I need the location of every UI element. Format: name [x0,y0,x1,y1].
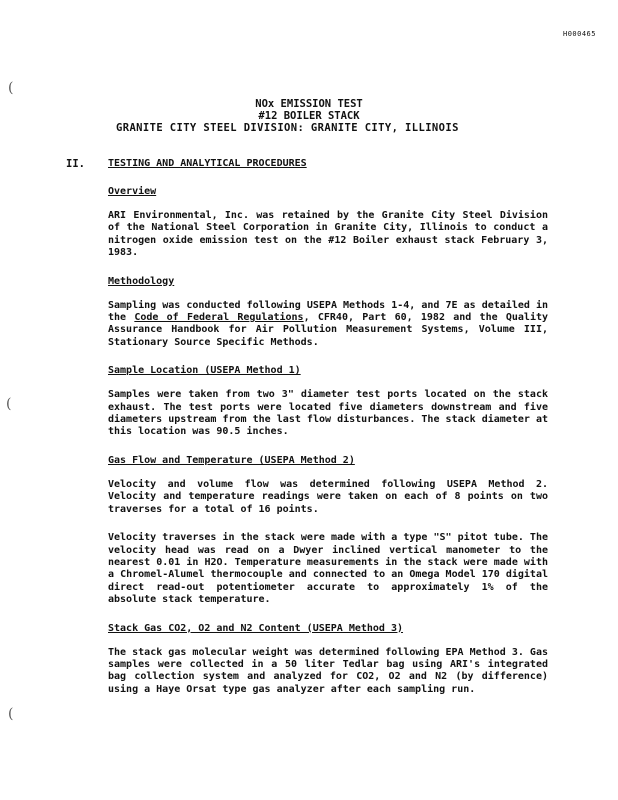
title-line-3: GRANITE CITY STEEL DIVISION: GRANITE CITY, ILLINOIS [116,122,459,134]
margin-mark-middle: ( [6,396,12,412]
stack-gas-text: The stack gas molecular weight was determined following EPA Method 3. Gas samples were collected in a 50 liter Tedlar bag using ARI's integrated bag collection system and analyzed for CO2, O2 and N2 (by difference) using a Haye Orsat type gas analyzer after each sampling run. [108,646,548,695]
margin-mark-top: ( [8,80,14,96]
overview-heading: Overview [108,186,157,197]
margin-mark-bottom: ( [8,706,14,722]
methodology-text [108,300,548,350]
gas-flow-text-1: Velocity and volume flow was determined following USEPA Method 2. Velocity and temperature readings were taken on each of 8 points on two traverses for a total of 16 points. [108,478,548,515]
methodology-heading: Methodology [108,275,175,287]
stack-gas-heading: Stack Gas CO2, O2 and N2 Content (USEPA Method 3) [108,622,404,634]
document-id: H000465 [562,30,596,38]
title-line-1: NOx EMISSION TEST [255,98,363,110]
section-content [108,158,548,712]
methodology-text-before: Sampling was conducted following USEPA Methods 1-4, and 7E as detailed in the [108,299,548,324]
title-line-2: #12 BOILER STACK [258,110,360,122]
sample-location-heading: Sample Location (USEPA Method 1) [108,365,301,377]
sample-location-text: Samples were taken from two 3" diameter test ports located on the stack exhaust. The test ports were located five diameters downstream and five diameters upstream from the last flow disturbances. The stack diameter at this location was 90.5 inches. [108,389,548,438]
gas-flow-heading: Gas Flow and Temperature (USEPA Method 2) [108,454,355,466]
overview-text: ARI Environmental, Inc. was retained by the Granite City Steel Division of the National Steel Corporation in Granite City, Illinois to conduct a nitrogen oxide emission test on the #12 Boiler exhaust stack February 3, 1983. [108,210,548,259]
title-block [0,98,618,134]
methodology-cfr-title: Code of Federal Regulations [134,312,304,324]
section-number: II. [66,158,85,170]
methodology-text-after: , CFR40, Part 60, 1982 and the Quality Assurance Handbook for Air Pollution Measurement Systems, Volume III, Stationary Source Specific Methods. [108,312,549,348]
section-heading: TESTING AND ANALYTICAL PROCEDURES [108,158,307,169]
gas-flow-text-2: Velocity traverses in the stack were made with a type "S" pitot tube. The velocity head was read on a Dwyer inclined vertical manometer to the nearest 0.01 in H2O. Temperature measurements in the stack were made with a Chromel-Alumel thermocouple and connected to an Omega Model 170 digital direct read-out potentiometer accurate to approximately 1% of the absolute stack temperature. [108,532,548,606]
